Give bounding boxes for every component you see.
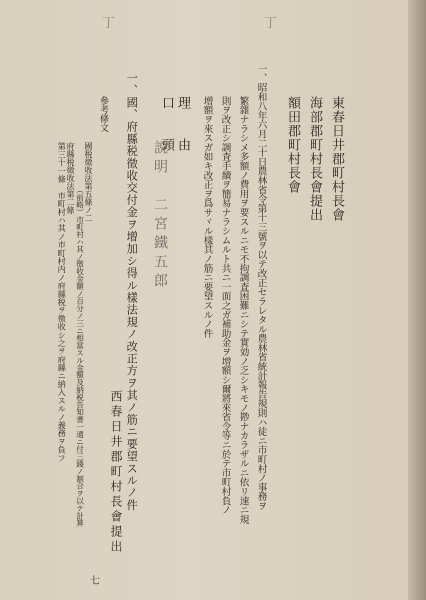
book-gutter bbox=[408, 0, 426, 600]
submitter-line: 東春日井郡町村長會 bbox=[329, 96, 344, 222]
reference-label: 參考條文 bbox=[98, 96, 108, 132]
reference-line: 第三十一條 市町村ハ其ノ市町村内ノ府縣税ヲ徵收シ之ヲ府縣ニ納入スルノ義務ヲ負フ bbox=[57, 142, 68, 462]
reference-line: 府縣税徵收法第二條 bbox=[66, 142, 75, 214]
reason-label: 理 由 bbox=[175, 96, 190, 152]
item2-title: 一、國、府縣税徵收交付金ヲ增加シ得ル樣法規ノ改正方ヲ其ノ筋ニ要望スルノ件 bbox=[125, 72, 139, 512]
reference-line: （前略）市町村ハ其ノ徵收金額ノ百分ノ三ニ相當スル金額及納税告知書一通ニ付三錢ノ割合ヲ以テ計算 bbox=[75, 186, 85, 527]
item1-line: 增額ヲ來スガ如キ改正ヲ爲サヾル樣其ノ筋ニ要望スルノ件 bbox=[201, 96, 213, 338]
submitter-line: 額田郡町村長會 bbox=[285, 96, 300, 194]
item1-line: 則ヲ改正シ調査手續ヲ簡易ナラシムルト共ニ一面之ガ補助金ヲ增額シ爾將來省令等ニ於テ市町村負ノ bbox=[219, 96, 231, 515]
oral-label: 口 頭 bbox=[159, 96, 174, 152]
handwritten-note: 説明 二宮鐵五郎 bbox=[152, 140, 168, 292]
pencil-mark: 丁 bbox=[264, 16, 278, 31]
submitter-line: 海部郡町村長會提出 bbox=[307, 96, 322, 222]
reference-line: 國税徵收法第五條ノ二 bbox=[84, 142, 93, 222]
item1-line: 一、昭和八年六月二十日農林省令第十三號ヲ以テ改正セラレタル農林省統計報告規則ハ徒ニ市町村ノ事務ヲ bbox=[255, 64, 267, 511]
page-number: 七 bbox=[90, 576, 100, 587]
item1-line: 繁雜ナラシメ多額ノ費用ヲ要スルニモ不拘調査困難ニシテ實効ノ乏シキモノ尠ナカラザルニ依リ速ニ規 bbox=[237, 96, 249, 524]
item2-submitter: 西春日井郡町村長會提出 bbox=[109, 390, 123, 555]
pencil-mark: 丁 bbox=[102, 16, 116, 31]
